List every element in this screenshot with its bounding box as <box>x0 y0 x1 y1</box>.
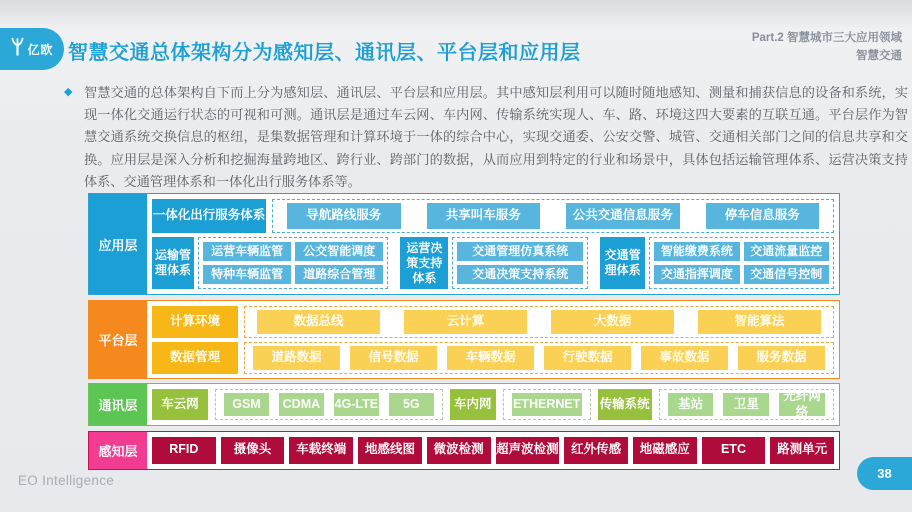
diagram-node: 数据管理 <box>152 342 238 374</box>
layer-content-application <box>147 194 839 294</box>
diagram-node: 微波检测 <box>427 437 491 464</box>
layer-platform <box>88 300 840 379</box>
diagram-node: 地磁感应 <box>633 437 697 464</box>
diagram-node: 交通信号控制 <box>744 265 829 284</box>
diagram-node: 运营决策支持体系 <box>400 237 448 289</box>
diagram-group <box>198 237 388 289</box>
diagram-node: GSM <box>224 393 269 416</box>
intro-paragraph <box>64 82 908 193</box>
diagram-group <box>452 237 588 289</box>
diagram-node: 车云网 <box>152 389 208 420</box>
layer-content-perception <box>147 432 839 469</box>
diagram-node: 大数据 <box>551 310 674 334</box>
diagram-node: 智能缴费系统 <box>654 242 739 261</box>
diagram-group <box>649 237 834 289</box>
page-title: 智慧交通总体架构分为感知层、通讯层、平台层和应用层 <box>68 42 581 64</box>
diagram-group <box>244 342 834 374</box>
diagram-node: 一体化出行服务体系 <box>152 199 266 233</box>
diagram-node: 摄像头 <box>221 437 285 464</box>
diagram-node: 交通管理体系 <box>600 237 645 289</box>
diagram-node: 光纤网络 <box>779 393 825 416</box>
eo-logo-icon <box>10 36 25 62</box>
diagram-node: 信号数据 <box>350 346 437 370</box>
diagram-node: 地感线图 <box>358 437 422 464</box>
eo-logo <box>0 28 64 70</box>
diagram-node: 交通流量监控 <box>744 242 829 261</box>
diagram-node: 4G-LTE <box>334 393 379 416</box>
layer-content-communication <box>147 384 839 425</box>
diagram-node: 停车信息服务 <box>706 203 820 229</box>
diagram-group <box>244 306 834 338</box>
diagram-node: ETC <box>702 437 766 464</box>
diagram-group <box>272 199 834 233</box>
layer-application <box>88 193 840 295</box>
diagram-node: 车载终端 <box>289 437 353 464</box>
diagram-node: 事故数据 <box>641 346 728 370</box>
header-section-label <box>752 30 902 66</box>
layer-communication <box>88 383 840 426</box>
footer-brand: EO Intelligence <box>18 473 115 488</box>
diagram-node: 运输管理体系 <box>152 237 194 289</box>
diagram-node: ETHERNET <box>512 393 582 416</box>
diagram-group <box>503 389 591 420</box>
diagram-node: 计算环境 <box>152 306 238 338</box>
diagram-node: 5G <box>389 393 434 416</box>
layer-label-platform: 平台层 <box>89 301 147 378</box>
diagram-node: 公交智能调度 <box>295 242 383 261</box>
page-number-badge: 38 <box>857 457 912 490</box>
diagram-node: 行驶数据 <box>544 346 631 370</box>
diagram-node: RFID <box>152 437 216 464</box>
diagram-node: 基站 <box>668 393 714 416</box>
diagram-node: 红外传感 <box>564 437 628 464</box>
diagram-node: 云计算 <box>404 310 527 334</box>
diagram-node: 共享叫车服务 <box>427 203 541 229</box>
diagram-node: 路测单元 <box>770 437 834 464</box>
diagram-node: 卫星 <box>723 393 769 416</box>
diagram-node: 传输系统 <box>598 389 652 420</box>
diagram-node: 交通决策支持系统 <box>457 265 583 284</box>
diagram-node: 超声波检测 <box>496 437 560 464</box>
diagram-group <box>215 389 443 420</box>
diagram-group <box>659 389 834 420</box>
layer-label-communication: 通讯层 <box>89 384 147 425</box>
header-part-line1: Part.2 智慧城市三大应用领域 <box>751 32 902 44</box>
diagram-node: 交通管理仿真系统 <box>457 242 583 261</box>
diagram-node: 智能算法 <box>698 310 821 334</box>
diagram-node: 导航路线服务 <box>287 203 401 229</box>
layer-label-perception: 感知层 <box>89 432 147 469</box>
diagram-node: 数据总线 <box>257 310 380 334</box>
diagram-node: 道路数据 <box>253 346 340 370</box>
diagram-node: 车内网 <box>450 389 496 420</box>
diagram-node: 道路综合管理 <box>295 265 383 284</box>
diagram-node: 公共交通信息服务 <box>566 203 680 229</box>
intro-text: 智慧交通的总体架构自下而上分为感知层、通讯层、平台层和应用层。其中感知层利用可以随时随地感知、测量和捕获信息的设备和系统，实现一体化交通运行状态的可视和可测。通讯层是通过车云网、车内网、传输系统实现人、车、路、环境这四大要素的互联互通。平台层作为智慧交通系统交换信息的枢纽，是集数据管理和计算环境于一体的综合中心，实现交通委、公安交警、城管、交通相关部门之间的信息共享和交换。应用层是深入分析和挖掘海量跨地区、跨行业、跨部门的数据，从而应用到特定的行业和场景中，具体包括运输管理体系、运营决策支持体系、交通管理体系和一体化出行服务体系等。 <box>84 85 908 189</box>
diagram-node: CDMA <box>279 393 324 416</box>
architecture-diagram <box>88 193 840 470</box>
diagram-node: 特种车辆监管 <box>203 265 291 284</box>
diagram-node: 交通指挥调度 <box>654 265 739 284</box>
diagram-node: 运营车辆监管 <box>203 242 291 261</box>
layer-label-application: 应用层 <box>89 194 147 294</box>
layer-content-platform <box>147 301 839 378</box>
layer-perception <box>88 431 840 470</box>
eo-logo-brand: 亿欧 <box>27 42 54 57</box>
header-part-line2: 智慧交通 <box>856 49 902 62</box>
diagram-node: 服务数据 <box>738 346 825 370</box>
diamond-bullet-icon: ◆ <box>64 86 73 98</box>
diagram-node: 车辆数据 <box>447 346 534 370</box>
